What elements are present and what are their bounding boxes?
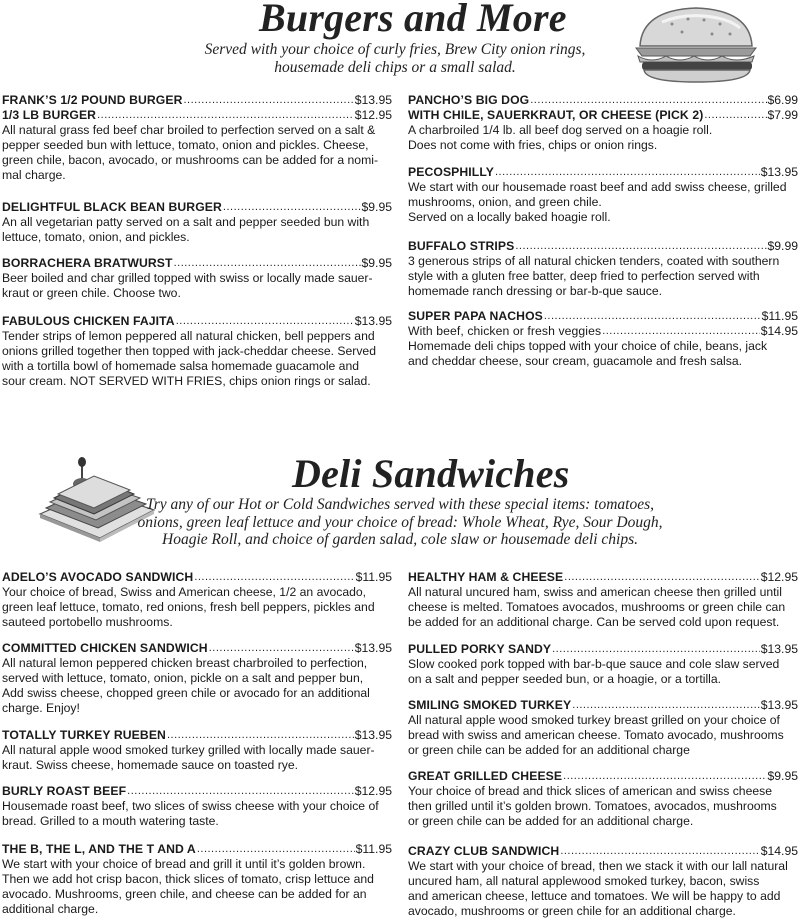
menu-item-name: TOTALLY TURKEY RUEBEN [2, 728, 166, 742]
menu-item-row [2, 200, 392, 215]
dot-leader [560, 844, 759, 859]
dot-leader [572, 698, 759, 713]
menu-item [2, 314, 392, 389]
menu-item-description: A charbroiled 1/4 lb. all beef dog served on a hoagie roll. Does not come with fries, chips or onion rings. [408, 123, 713, 152]
menu-item-description: Beer boiled and char grilled topped with swiss or locally made sauer- kraut or green chile. Choose two. [2, 271, 373, 300]
menu-item-name: BORRACHERA BRATWURST [2, 256, 173, 270]
dot-leader [495, 165, 760, 180]
menu-item-name: WITH CHILE, SAUERKRAUT, OR CHEESE (PICK 2) [408, 108, 704, 122]
menu-item [408, 698, 798, 758]
menu-item-name: SMILING SMOKED TURKEY [408, 698, 572, 712]
menu-item-price: $14.95 [760, 324, 798, 338]
menu-item [2, 256, 392, 301]
menu-item-row [408, 698, 798, 713]
menu-item-row [408, 93, 798, 108]
menu-item-description: Homemade deli chips topped with your choice of chile, beans, jack and cheddar cheese, sour cream, guacamole and fresh salsa. [408, 339, 768, 368]
menu-item-name: COMMITTED CHICKEN SANDWICH [2, 641, 208, 655]
menu-item-row [2, 256, 392, 271]
menu-item-price: $9.95 [361, 256, 392, 270]
menu-item-row [2, 93, 392, 108]
dot-leader [97, 108, 354, 123]
menu-item-row [408, 165, 798, 180]
burger-icon [632, 4, 762, 84]
dot-leader [563, 769, 766, 784]
menu-item-name: PANCHO’S BIG DOG [408, 93, 530, 107]
menu-item [2, 200, 392, 245]
menu-item [408, 642, 798, 687]
menu-item-row [408, 769, 798, 784]
dot-leader [544, 309, 761, 324]
menu-item-row [408, 309, 798, 324]
menu-item-row [408, 642, 798, 657]
menu-item-price: $14.95 [760, 844, 798, 858]
menu-item-price: $13.95 [760, 165, 798, 179]
menu-item-row [2, 842, 392, 857]
menu-item-price: $13.95 [354, 728, 392, 742]
menu-item [408, 769, 798, 829]
menu-item-row [2, 108, 392, 123]
dot-leader [184, 93, 354, 108]
menu-item-price: $13.95 [354, 93, 392, 107]
menu-item-name: BUFFALO STRIPS [408, 239, 515, 253]
menu-item [2, 641, 392, 716]
dot-leader [602, 324, 760, 339]
menu-item-description: Housemade roast beef, two slices of swiss cheese with your choice of bread. Grilled to a mouth watering taste. [2, 799, 379, 828]
menu-item-row [2, 728, 392, 743]
menu-item-description: All natural apple wood smoked turkey breast grilled on your choice of bread with swiss and american cheese. Tomato avocado, mushrooms or green chile can be added for an additional charge [408, 713, 784, 757]
menu-item-row [408, 570, 798, 585]
menu-item-description: An all vegetarian patty served on a salt and pepper seeded bun with lettuce, tomato, onion, and pickles. [2, 215, 370, 244]
menu-item-name: BURLY ROAST BEEF [2, 784, 127, 798]
burgers-right-column [408, 93, 798, 369]
menu-item-description: All natural grass fed beef char broiled to perfection served on a salt & pepper seeded bun with lettuce, tomato, onion and pickles. Cheese, green chile, bacon, avocado, or mushrooms can be added for a nomi- mal charge. [2, 123, 378, 182]
menu-item-name: CRAZY CLUB SANDWICH [408, 844, 560, 858]
menu-item-description: Slow cooked pork topped with bar-b-que sauce and cole slaw served on a salt and pepper seeded bun, or a hoagie, or a tortilla. [408, 657, 780, 686]
menu-item-description: All natural uncured ham, swiss and american cheese then grilled until cheese is melted. Tomatoes avocados, mushrooms or green chile can be added for an additional charge. Can be served cold upon request. [408, 585, 786, 629]
menu-item-description: We start with our housemade roast beef and add swiss cheese, grilled mushrooms, onion, and green chile. Served on a locally baked hoagie roll. [408, 180, 787, 224]
dot-leader [197, 842, 355, 857]
menu-item-name: PECOSPHILLY [408, 165, 494, 179]
menu-item-price: $11.95 [355, 570, 392, 584]
menu-item [2, 93, 392, 183]
dot-leader [515, 239, 766, 254]
menu-item [2, 842, 392, 917]
menu-item [408, 239, 798, 299]
menu-item-price: $13.95 [760, 698, 798, 712]
dot-leader [174, 256, 361, 271]
menu-item-row [408, 239, 798, 254]
burgers-subtitle: Served with your choice of curly fries, Brew City onion rings, housemade deli chips or a small salad. [204, 41, 586, 76]
menu-item-description: We start with your choice of bread, then we stack it with our lall natural uncured ham, all natural applewood smoked turkey, bacon, swiss and american cheese, lettuce and tomatoes. We will be happy to add avocado, mushrooms or green chile for an additional charge. [408, 859, 788, 918]
burgers-left-column [2, 93, 392, 389]
menu-item-name: GREAT GRILLED CHEESE [408, 769, 563, 783]
menu-item-name: DELIGHTFUL BLACK BEAN BURGER [2, 200, 222, 214]
menu-item [408, 165, 798, 225]
menu-item [2, 728, 392, 773]
menu-item-description: Your choice of bread and thick slices of american and swiss cheese then grilled until it’s golden brown. Tomatoes, avocados, mushrooms or green chile can be added for an additional charge. [408, 784, 777, 828]
menu-item [408, 93, 798, 153]
menu-item-price: $13.95 [760, 642, 798, 656]
menu-item-name: SUPER PAPA NACHOS [408, 309, 543, 323]
menu-item-price: $12.95 [760, 570, 798, 584]
deli-left-column [2, 570, 392, 917]
menu-item-description: We start with your choice of bread and grill it until it’s golden brown. Then we add hot crisp bacon, thick slices of tomato, crisp lettuce and avocado. Mushrooms, green chile, and cheese can be added for an additional charge. [2, 857, 374, 916]
menu-item-name: ADELO’S AVOCADO SANDWICH [2, 570, 194, 584]
menu-item-description: All natural apple wood smoked turkey grilled with locally made sauer- kraut. Swiss cheese, homemade sauce on toasted rye. [2, 743, 375, 772]
menu-item-description: All natural lemon peppered chicken breast charbroiled to perfection, served with lettuce, tomato, onion, pickle on a salt and pepper bun, Add swiss cheese, chopped green chile or avocado for an additional charge. Enjoy! [2, 656, 370, 715]
menu-item-row [408, 844, 798, 859]
menu-item-price: $9.95 [361, 200, 392, 214]
menu-item-price: $7.99 [767, 108, 798, 122]
menu-item-row [408, 108, 798, 123]
dot-leader [552, 642, 760, 657]
menu-item [2, 784, 392, 829]
menu-item-row [408, 324, 798, 339]
menu-item-name: PULLED PORKY SANDY [408, 642, 552, 656]
dot-leader [167, 728, 354, 743]
menu-item-description: 3 generous strips of all natural chicken tenders, coated with southern style with a gluten free batter, deep fried to perfection served with homemade ranch dressing or bar-b-que sauce. [408, 254, 780, 298]
menu-item-price: $9.95 [767, 769, 798, 783]
menu-item-name: THE B, THE L, AND THE T AND A [2, 842, 196, 856]
menu-item-price: $13.95 [354, 641, 392, 655]
menu-item-description: Your choice of bread, Swiss and American cheese, 1/2 an avocado, green leaf lettuce, tomato, red onions, fresh bell peppers, pickles and sauteed portobello mushrooms. [2, 585, 375, 629]
deli-right-column [408, 570, 798, 919]
dot-leader [530, 93, 766, 108]
menu-item [2, 570, 392, 630]
menu-item-description: Tender strips of lemon peppered all natural chicken, bell peppers and onions grilled together then topped with jack-cheddar cheese. Served with a tortilla bowl of homemade salsa homemade guacamole and sour cream. NOT SERVED WITH FRIES, chips onion rings or salad. [2, 329, 376, 388]
dot-leader [223, 200, 361, 215]
burgers-title: Burgers and More [259, 0, 567, 40]
menu-item-price: $11.95 [355, 842, 392, 856]
menu-item-price: $6.99 [767, 93, 798, 107]
menu-item-row [2, 570, 392, 585]
menu-item-price: $12.95 [354, 108, 392, 122]
menu-item-name: With beef, chicken or fresh veggies [408, 324, 602, 338]
menu-item-name: FABULOUS CHICKEN FAJITA [2, 314, 175, 328]
menu-item-price: $12.95 [354, 784, 392, 798]
menu-item [408, 309, 798, 369]
menu-item-row [2, 641, 392, 656]
dot-leader [194, 570, 354, 585]
dot-leader [127, 784, 354, 799]
deli-title: Deli Sandwiches [292, 451, 570, 496]
menu-item-price: $11.95 [761, 309, 798, 323]
dot-leader [704, 108, 766, 123]
dot-leader [176, 314, 354, 329]
dot-leader [209, 641, 354, 656]
menu-item [408, 570, 798, 630]
dot-leader [564, 570, 759, 585]
menu-item [408, 844, 798, 919]
menu-item-price: $9.99 [767, 239, 798, 253]
deli-subtitle: Try any of our Hot or Cold Sandwiches served with these special items: tomatoes, onions, green leaf lettuce and your choice of bread: Whole Wheat, Rye, Sour Dough, Hoagie Roll, and choice of garden salad, cole slaw or housemade deli chips. [137, 496, 663, 548]
menu-item-row [2, 784, 392, 799]
menu-item-price: $13.95 [354, 314, 392, 328]
menu-item-name: FRANK’S 1/2 POUND BURGER [2, 93, 183, 107]
menu-item-name: HEALTHY HAM & CHEESE [408, 570, 564, 584]
menu-item-name: 1/3 LB BURGER [2, 108, 97, 122]
menu-item-row [2, 314, 392, 329]
